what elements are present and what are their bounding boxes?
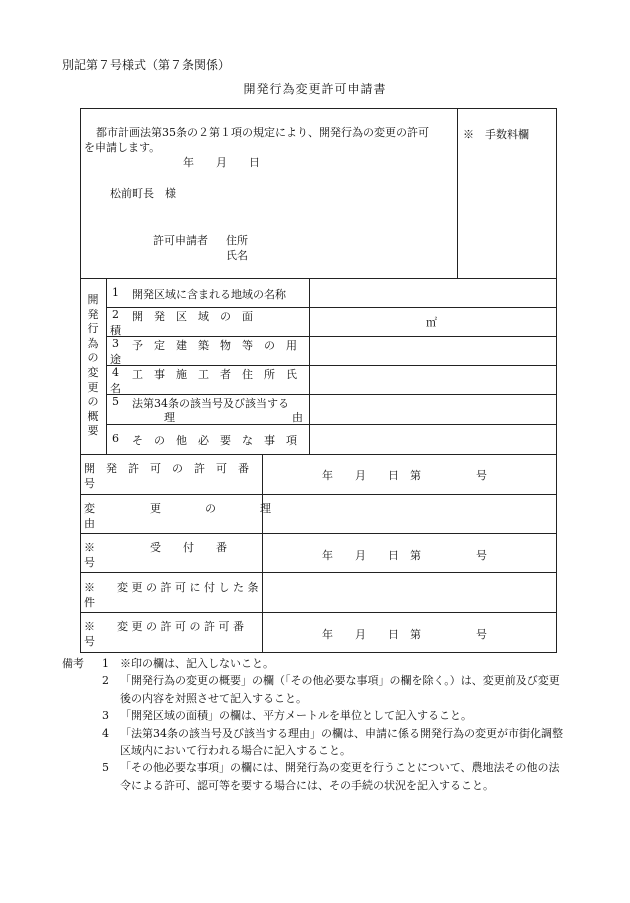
note-text: 「その他必要な事項」の欄には、開発行為の変更を行うことについて、農地法その他の法令による許可、認可等を要する場合には、その手続の状況を記入すること。 xyxy=(120,761,560,792)
summary-row-2-label: 開 発 区 域 の 面 xyxy=(132,310,253,323)
intro-line-1: 都市計画法第35条の２第１項の規定により、開発行為の変更の許可 xyxy=(96,126,429,139)
change-reason-label-cont: 由 xyxy=(84,517,95,530)
summary-row-4-label: 工 事 施 工 者 住 所 氏 xyxy=(132,368,297,381)
note-number: 4 xyxy=(102,726,109,740)
note-text: 「開発行為の変更の概要」の欄（「その他必要な事項」の欄を除く。）は、変更前及び変更後の内容を対照させて記入すること。 xyxy=(120,674,560,705)
intro-line-2: を申請します。 xyxy=(84,141,161,154)
summary-row-5-label-cont-2: 由 xyxy=(292,411,303,424)
summary-row-3-number: 3 xyxy=(112,337,119,350)
applicant-label: 許可申請者 xyxy=(153,234,208,247)
area-unit: ㎡ xyxy=(426,316,437,329)
summary-row-3-label: 予 定 建 築 物 等 の 用 xyxy=(132,339,297,352)
note-text: ※印の欄は、記入しないこと。 xyxy=(120,657,274,670)
date-line: 年 月 日 xyxy=(183,156,260,169)
summary-row-6-number: 6 xyxy=(112,432,119,445)
summary-row-4-number: 4 xyxy=(112,366,119,379)
fee-label: ※ 手数料欄 xyxy=(463,128,529,141)
form-title: 開発行為変更許可申請書 xyxy=(243,82,387,96)
change-permit-number-label: ※ 変 更 の 許 可 の 許 可 番 xyxy=(84,620,244,633)
summary-row-2-number: 2 xyxy=(112,308,119,321)
permit-number-label-cont: 号 xyxy=(84,477,95,490)
note-text: 「開発区域の面積」の欄は、平方メートルを単位として記入すること。 xyxy=(120,709,472,723)
summary-row-3-label-cont: 途 xyxy=(110,353,121,366)
name-label: 氏名 xyxy=(226,249,248,262)
summary-row-1-number: 1 xyxy=(112,286,119,299)
conditions-label-cont: 件 xyxy=(84,596,95,609)
form-style-header: 別記第７号様式（第７条関係） xyxy=(62,58,231,72)
change-permit-number-label-cont: 号 xyxy=(84,635,95,648)
summary-row-5-label: 法第34条の該当号及び該当する xyxy=(132,397,289,410)
note-number: 1 xyxy=(102,657,109,670)
summary-row-6-label: そ の 他 必 要 な 事 項 xyxy=(132,434,297,447)
note-item xyxy=(62,672,566,707)
change-reason-label: 変 更 の 理 xyxy=(84,502,271,515)
summary-row-5-number: 5 xyxy=(112,395,119,408)
addressee: 松前町長 様 xyxy=(110,187,176,200)
summary-row-1-label: 開発区域に含まれる地域の名称 xyxy=(132,288,286,301)
summary-row-2-label-cont: 積 xyxy=(110,324,121,337)
note-item xyxy=(62,655,566,672)
conditions-label: ※ 変 更 の 許 可 に 付 し た 条 xyxy=(84,581,259,594)
summary-row-4-label-cont: 名 xyxy=(110,382,121,395)
summary-row-5-label-cont-1: 理 xyxy=(164,411,175,424)
note-text: 「法第34条の該当号及び該当する理由」の欄は、申請に係る開発行為の変更が市街化調整区域内において行われる場合に記入すること。 xyxy=(120,726,563,758)
note-item xyxy=(62,759,566,794)
address-label: 住所 xyxy=(226,234,248,247)
change-permit-number-date: 年 月 日 第 号 xyxy=(322,628,487,641)
notes-heading: 備考 xyxy=(62,657,84,670)
note-number: 2 xyxy=(102,674,109,688)
notes-section xyxy=(62,655,566,794)
note-number: 5 xyxy=(102,761,109,775)
permit-number-label: 開 発 許 可 の 許 可 番 xyxy=(84,462,249,475)
note-item xyxy=(62,725,566,760)
receipt-number-date: 年 月 日 第 号 xyxy=(322,549,487,562)
receipt-number-label: ※ 受 付 番 xyxy=(84,541,227,554)
summary-label: 開 発 行 為 の 変 更 の 概 要 xyxy=(87,293,99,438)
permit-number-date: 年 月 日 第 号 xyxy=(322,469,487,482)
receipt-number-label-cont: 号 xyxy=(84,556,95,569)
note-item xyxy=(62,707,566,724)
note-number: 3 xyxy=(102,709,109,723)
